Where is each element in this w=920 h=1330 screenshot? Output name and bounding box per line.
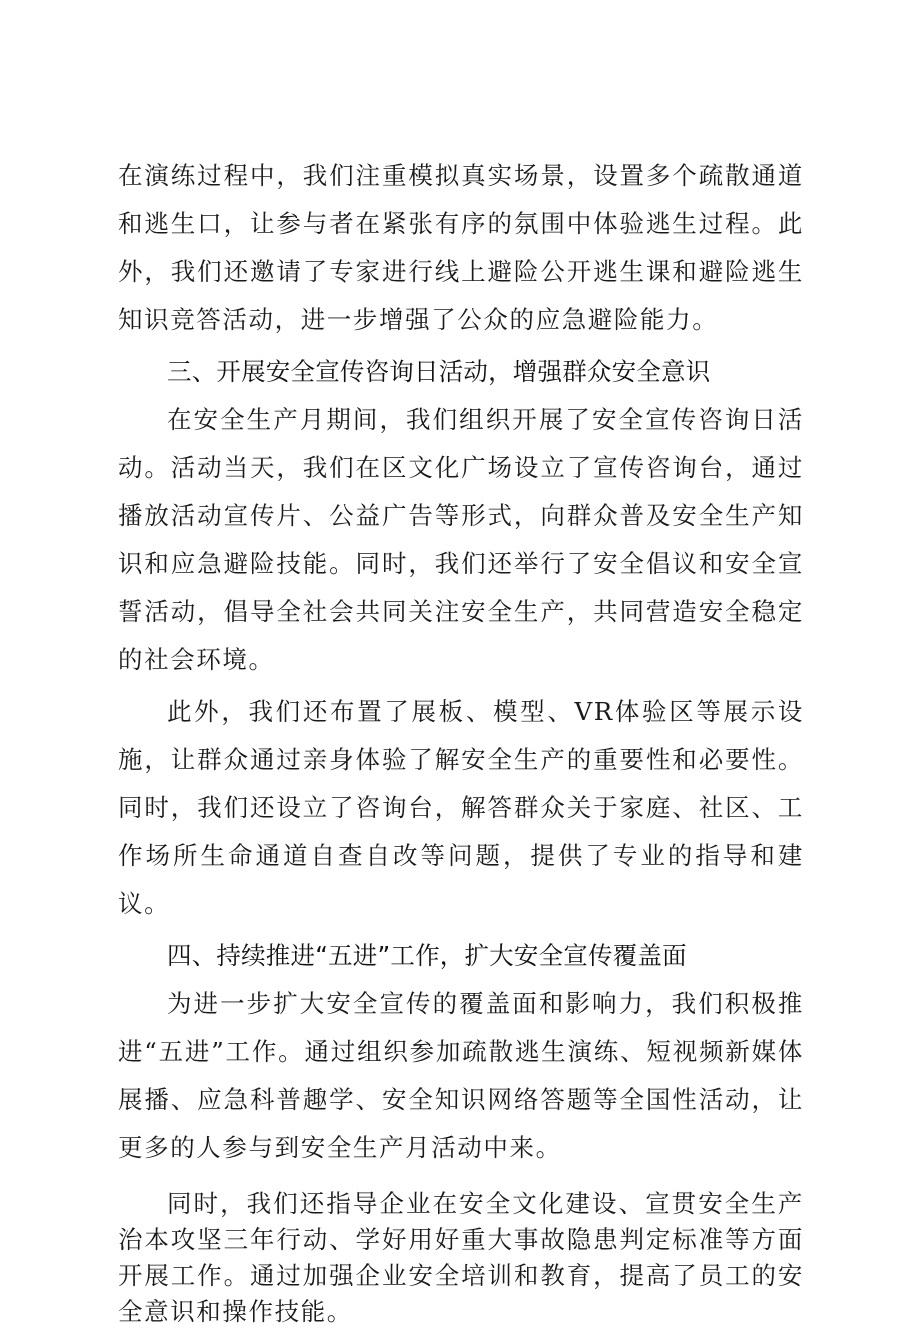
heading-section-four: 四、持续推进“五进”工作，扩大安全宣传覆盖面: [167, 941, 687, 970]
paragraph-drill-process: 在演练过程中，我们注重模拟真实场景，设置多个疏散通道和逃生口，让参与者在紧张有序的氛围中体验逃生过程。此外，我们还邀请了专家进行线上避险公开逃生课和避险逃生知识竞答活动，进一步增强了公众的应急避险能力。: [118, 161, 804, 334]
paragraph-exhibition-facilities: 此外，我们还布置了展板、模型、VR体验区等展示设施，让群众通过亲身体验了解安全生产的重要性和必要性。同时，我们还设立了咨询台，解答群众关于家庭、社区、工作场所生命通道自查自改等问题，提供了专业的指导和建议。: [118, 697, 804, 918]
paragraph-consultation-day: 在安全生产月期间，我们组织开展了安全宣传咨询日活动。活动当天，我们在区文化广场设立了宣传咨询台，通过播放活动宣传片、公益广告等形式，向群众普及安全生产知识和应急避险技能。同时，我们还举行了安全倡议和安全宣誓活动，倡导全社会共同关注安全生产，共同营造安全稳定的社会环境。: [118, 405, 804, 674]
heading-section-three: 三、开展安全宣传咨询日活动，增强群众安全意识: [167, 357, 711, 386]
document-body: [118, 152, 804, 1330]
paragraph-five-entries: 为进一步扩大安全宣传的覆盖面和影响力，我们积极推进“五进”工作。通过组织参加疏散逃生演练、短视频新媒体展播、应急科普趣学、安全知识网络答题等全国性活动，让更多的人参与到安全生产月活动中来。: [118, 989, 804, 1162]
paragraph-enterprise-guidance: 同时，我们还指导企业在安全文化建设、宣贯安全生产治本攻坚三年行动、学好用好重大事故隐患判定标准等方面开展工作。通过加强企业安全培训和教育，提高了员工的安全意识和操作技能。: [118, 1189, 804, 1326]
